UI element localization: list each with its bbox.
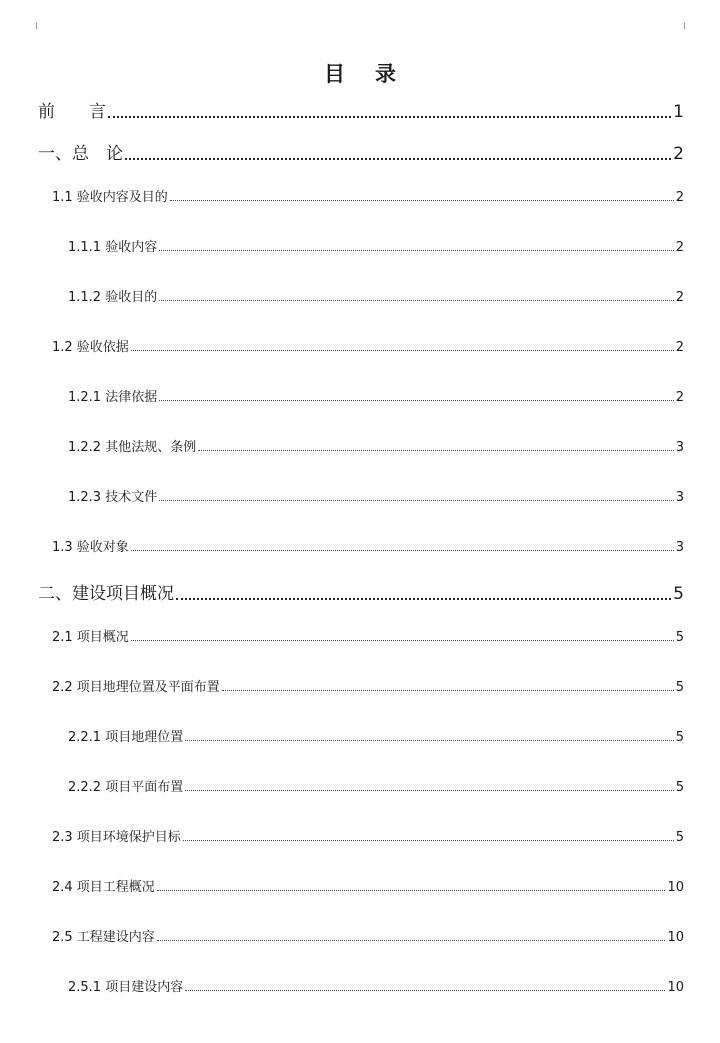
toc-entry-label: 1.2.2 其他法规、条例 <box>68 440 197 455</box>
toc-page-number: 5 <box>675 730 684 745</box>
toc-dot-leader <box>198 450 674 451</box>
toc-entry-label: 1.1.2 验收目的 <box>68 290 158 305</box>
toc-entry-label: 一、总 论 <box>38 144 123 164</box>
toc-title-part1: 目 <box>324 62 345 86</box>
toc-page-number: 3 <box>675 540 684 555</box>
toc-entry-label: 2.2 项目地理位置及平面布置 <box>52 680 220 695</box>
toc-entry[interactable] <box>38 98 684 122</box>
toc-dot-leader <box>157 890 666 891</box>
toc-entry[interactable] <box>68 977 684 995</box>
toc-title-part2: 录 <box>375 62 396 86</box>
toc-page-number: 2 <box>675 290 684 305</box>
toc-dot-leader <box>185 740 674 741</box>
toc-page-number: 5 <box>673 584 684 604</box>
toc-page-number: 5 <box>675 830 684 845</box>
toc-entry[interactable] <box>68 437 684 455</box>
toc-dot-leader <box>157 940 666 941</box>
toc-dot-leader <box>183 840 674 841</box>
toc-page-number: 2 <box>675 390 684 405</box>
toc-dot-leader <box>185 790 674 791</box>
toc-entry[interactable] <box>68 237 684 255</box>
toc-page-number: 2 <box>675 240 684 255</box>
toc-entry[interactable] <box>52 677 684 695</box>
toc-entry[interactable] <box>52 927 684 945</box>
toc-entry[interactable] <box>68 727 684 745</box>
toc-dot-leader <box>159 400 674 401</box>
toc-page-number: 2 <box>675 340 684 355</box>
toc-entry[interactable] <box>38 580 684 604</box>
toc-dot-leader <box>176 598 671 600</box>
toc-entry[interactable] <box>52 537 684 555</box>
toc-entry-label: 2.3 项目环境保护目标 <box>52 830 181 845</box>
toc-entry[interactable] <box>52 877 684 895</box>
toc-entry-label: 2.4 项目工程概况 <box>52 880 155 895</box>
toc-entry[interactable] <box>68 777 684 795</box>
toc-entry-label: 1.3 验收对象 <box>52 540 129 555</box>
toc-entry[interactable] <box>52 627 684 645</box>
toc-dot-leader <box>131 350 674 351</box>
toc-dot-leader <box>131 640 674 641</box>
toc-entry-label: 1.2 验收依据 <box>52 340 129 355</box>
toc-page-number: 10 <box>667 930 684 945</box>
toc-page-number: 10 <box>667 980 684 995</box>
toc-dot-leader <box>159 300 674 301</box>
toc-page-number: 5 <box>675 780 684 795</box>
toc-entry-label: 2.5.1 项目建设内容 <box>68 980 184 995</box>
toc-entry-label: 1.2.1 法律依据 <box>68 390 158 405</box>
toc-entry[interactable] <box>68 387 684 405</box>
toc-entry-label: 1.2.3 技术文件 <box>68 490 158 505</box>
toc-page-number: 1 <box>673 102 684 122</box>
toc-page-number: 5 <box>675 630 684 645</box>
toc-page-number: 5 <box>675 680 684 695</box>
toc-dot-leader <box>159 500 674 501</box>
toc-entry-label: 2.1 项目概况 <box>52 630 129 645</box>
toc-dot-leader <box>159 250 674 251</box>
toc-dot-leader <box>185 990 665 991</box>
toc-entry-label: 2.5 工程建设内容 <box>52 930 155 945</box>
toc-page-number: 3 <box>675 490 684 505</box>
toc-entry[interactable] <box>68 487 684 505</box>
toc-entry[interactable] <box>68 287 684 305</box>
toc-entry-label: 1.1 验收内容及目的 <box>52 190 168 205</box>
toc-entry-label: 2.2.1 项目地理位置 <box>68 730 184 745</box>
toc-dot-leader <box>170 200 674 201</box>
toc-page-number: 3 <box>675 440 684 455</box>
toc-entry-label: 2.2.2 项目平面布置 <box>68 780 184 795</box>
toc-dot-leader <box>108 116 671 118</box>
toc-page-number: 2 <box>675 190 684 205</box>
toc-entry-label: 二、建设项目概况 <box>38 584 174 604</box>
toc-page-number: 2 <box>673 144 684 164</box>
toc-entry[interactable] <box>52 187 684 205</box>
toc-dot-leader <box>222 690 674 691</box>
toc-entry[interactable] <box>38 140 684 164</box>
toc-dot-leader <box>125 158 671 160</box>
toc-entry[interactable] <box>52 337 684 355</box>
toc-page-number: 10 <box>667 880 684 895</box>
toc-entry[interactable] <box>52 827 684 845</box>
toc-entry-label: 1.1.1 验收内容 <box>68 240 158 255</box>
toc-entry-label: 前 言 <box>38 102 106 122</box>
toc-dot-leader <box>131 550 674 551</box>
